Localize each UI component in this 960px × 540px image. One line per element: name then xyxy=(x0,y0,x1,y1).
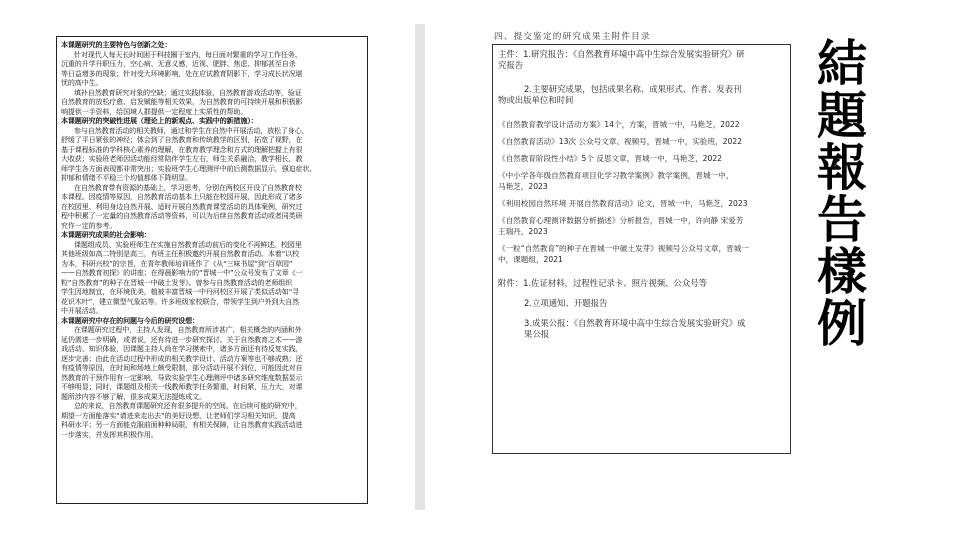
paragraph-line: 忧的高中生。 xyxy=(61,78,103,87)
attachment-list-line: 《自然教育阶段性小结》5个 反思文章，晋城一中，马艳芝，2022 xyxy=(498,154,723,163)
attachment-list-line: 《自然教育活动》13次 公众号文章、视频号，晋城一中，实验班，2022 xyxy=(498,137,743,146)
paragraph-line: 在自然教育带有资源的基础上，学习思考，分别在两校区开设了自然教育校 xyxy=(74,182,302,192)
section-heading: 本课题研究的突破性进展（理论上的新观点、实践中的新措施）： xyxy=(61,116,258,125)
attachment-list-line: 中，课题组，2021 xyxy=(498,255,563,264)
paragraph-line: 在校园里、利用身边自然开展、适时开展自然教育课堂活动的具体案例，研究过 xyxy=(61,201,303,211)
paragraph-line: 自然教育的放松疗愈、启发赋能等相关效果，为自然教育的可持续开展和积极影 xyxy=(61,97,303,106)
side-title-char: 樣 xyxy=(817,243,867,301)
paragraph-line: 题所涉内容不够了解，很多成果无法提炼成文。 xyxy=(61,391,206,401)
paragraph-line: 一步落实，并发挥其积极作用。 xyxy=(61,429,158,439)
attachment-list-line: 究报告 xyxy=(498,60,524,70)
paragraph-line: 程中积累了一定量的自然教育活动等资料，可以为后续自然教育活动或者同类研 xyxy=(61,211,303,220)
paragraph-line: 延仍需进一步明确，或者说，还有待进一步研究探讨。关于自然教育之术——游 xyxy=(61,334,303,344)
side-title-char: 結 xyxy=(817,35,867,93)
attachment-list-line: 物或出版单位和时间 xyxy=(498,95,574,105)
attachment-list-line: 马艳芝，2023 xyxy=(498,182,548,191)
attachment-list-line: 主件：1.研究报告：《自然教育环境中高中生综合发展实验研究》研 xyxy=(498,49,745,59)
spacer xyxy=(498,71,787,84)
attachment-list-line: 2.主要研究成果，包括成果名称、成果形式、作者、发表刊 xyxy=(524,84,742,94)
paragraph-line: 为本，科研兴校”的宗旨，在青年教师培训班作了《从“三味书屋”到“百草园” xyxy=(61,258,293,268)
attachment-list-line: 王瑞丹，2023 xyxy=(498,227,548,236)
side-title xyxy=(812,35,872,353)
paragraph-line: 逐步完善；由此在活动过程中形成的相关教学设计、活动方案等也不够成熟；还 xyxy=(61,353,303,363)
paragraph-line: 学生因地制宜，在环境优美，植被丰富晋城一中丹河校区开展了类似活动如“寻 xyxy=(61,287,299,296)
paragraph-line: 粒“自然教育”的种子在晋城一中破土发芽》。曾参与自然教育活动的老师组织 xyxy=(61,277,293,287)
spacer xyxy=(498,289,787,298)
attachment-list-line: 《利用校园自然环境 开展自然教育活动》论文，晋城一中，马艳芝，2023 xyxy=(498,199,748,208)
paragraph-line: 大收获；实验班老师因活动能经常陪伴学生左右，师生关系融洽，教学相长，教 xyxy=(61,154,303,163)
paragraph-line: 在课题研究过程中，主持人发现，自然教育所涉甚广，相关概念的内涵和外 xyxy=(74,325,302,334)
attachment-list-line: 附件：1.佐证材料，过程性记录卡、照片视频、公众号等 xyxy=(498,278,707,288)
left-document-page xyxy=(54,28,370,510)
side-title-char: 告 xyxy=(817,191,867,249)
paragraph-line: 中开展活动。 xyxy=(61,306,103,315)
paragraph-line: 本课程。因疫情等原因，自然教育活动基本上只能在校园开展，因此形成了诸多 xyxy=(61,192,303,201)
spacer xyxy=(498,265,787,278)
side-title-char: 報 xyxy=(817,139,867,197)
paragraph-line: 课题组成员、实验班师生在实施自然教育活动前后的变化不再鲜述。校园里 xyxy=(74,239,302,249)
spacer xyxy=(498,106,787,119)
attachment-list-line: 《自然教育心理测评数据分析描述》分析报告，晋城一中，许向静 宋爱芳 xyxy=(498,216,744,225)
section-heading: 本课题研究中存在的问题与今后的研究设想： xyxy=(61,315,199,325)
paragraph-line: 舒缓了平日紧张的神经；体会到了自然教育和传统教学的区别，拓宽了视野，在 xyxy=(61,135,303,144)
attachment-list-line: 2.立项通知、开题报告 xyxy=(524,298,608,308)
paragraph-line: 基于课程标准的学科核心素养的理解，在教育教学理念和方式的理解把握上有很 xyxy=(61,144,303,154)
paragraph-line: 填补自然教育研究对象的空缺；通过实践体验、自然教育游戏活动等，验证 xyxy=(74,87,302,97)
attachment-list-line: 《一粒“自然教育”的种子在晋城一中破土发芽》视频号公众号文章，晋城一 xyxy=(498,244,749,253)
attachment-list-line: 《自然教育教学设计活动方案》14个，方案，晋城一中，马艳芝，2022 xyxy=(498,120,740,129)
section-heading: 本课题研究的主要特色与创新之处： xyxy=(61,40,172,49)
attachment-list-line: 果公报 xyxy=(524,329,550,339)
attachment-list-title: 四、提交鉴定的研究成果主附件目录 xyxy=(494,32,651,42)
paragraph-line: 参与自然教育活动的相关教师，通过和学生在自然中开展活动，放松了身心， xyxy=(74,125,309,135)
paragraph-line: 等日益增多的现象；针对受大环境影响，处在应试教育阴影下，学习成长状况堪 xyxy=(61,68,303,78)
paragraph-line: 其他班级如高二特别是高三，有班主任积极邀约开展自然教育活动。本着“以校 xyxy=(61,249,299,258)
side-title-char: 題 xyxy=(817,87,867,145)
paragraph-line: 有疫情等原因，在时间和场地上颇受限制，部分活动开展不到位，可能因此对自 xyxy=(61,363,303,372)
page-gutter xyxy=(415,24,425,510)
paragraph-line: 沉重的升学升职压力，空心病、无意义感，近视、肥胖、焦虑、抑郁甚至自杀 xyxy=(61,59,296,68)
paragraph-line: 然教育的干预作用有一定影响，导致实验学生心理测评中诸多研究维度数据显示 xyxy=(61,372,303,382)
paragraph-line: 期望一方面能落实“请进来走出去”的美好设想，让老师们学习相关知识，提高 xyxy=(61,410,296,420)
paragraph-line: 总的来说，自然教育课题研究还有很多提升的空间。在后续可能的研究中， xyxy=(74,401,302,410)
paragraph-line: 花识木叶”，建立微型气象站等。许多班级家校联合，带领学生到户外到大自然 xyxy=(61,296,299,306)
paragraph-line: 戏活动、知识体验，因课题主持人尚在学习摸索中，诸多方面还有待反复实践， xyxy=(61,344,303,353)
paragraph-line: 究作一定的参考。 xyxy=(61,220,117,230)
paragraph-line: 科研水平；另一方面能克服前面种种局限，有相关保障，让自然教育实践活动进 xyxy=(61,420,303,429)
attachment-list-frame xyxy=(492,44,791,454)
paragraph-line: 不够明显；同时，课题组及相关一线教师教学任务繁重，时间紧，压力大，对课 xyxy=(61,382,303,391)
paragraph-line: 师学生各方面表现都非常突出；实验班学生心理测评中前后测数据显示，强迫症状、 xyxy=(61,163,317,173)
paragraph-line: 响提供一手资料，给国境人群提供一定程度上实质性的帮助。 xyxy=(61,106,248,116)
attachment-list-line: 《中小学各年级自然教育项目化学习教学案例》教学案例，晋城一中， xyxy=(498,171,734,180)
attachment-list-line: 3.成果公报：《自然教育环境中高中生综合发展实验研究》成 xyxy=(524,318,746,328)
side-title-char: 例 xyxy=(817,295,867,353)
left-page-text-frame xyxy=(56,36,368,504)
spacer xyxy=(498,309,787,318)
section-heading: 本课题研究成果的社会影响： xyxy=(61,230,151,239)
paragraph-line: 抑郁和情绪不平稳三个均值都体下降明显。 xyxy=(61,173,193,182)
paragraph-line: ——自然教育初探》的讲座；在得晨影响力的“晋城一中”公众号发布了文章《一 xyxy=(61,268,303,277)
paragraph-line: 针对现代人每天长时间困于科技圈于室内，每日面对繁重的学习工作任务、 xyxy=(74,49,302,59)
